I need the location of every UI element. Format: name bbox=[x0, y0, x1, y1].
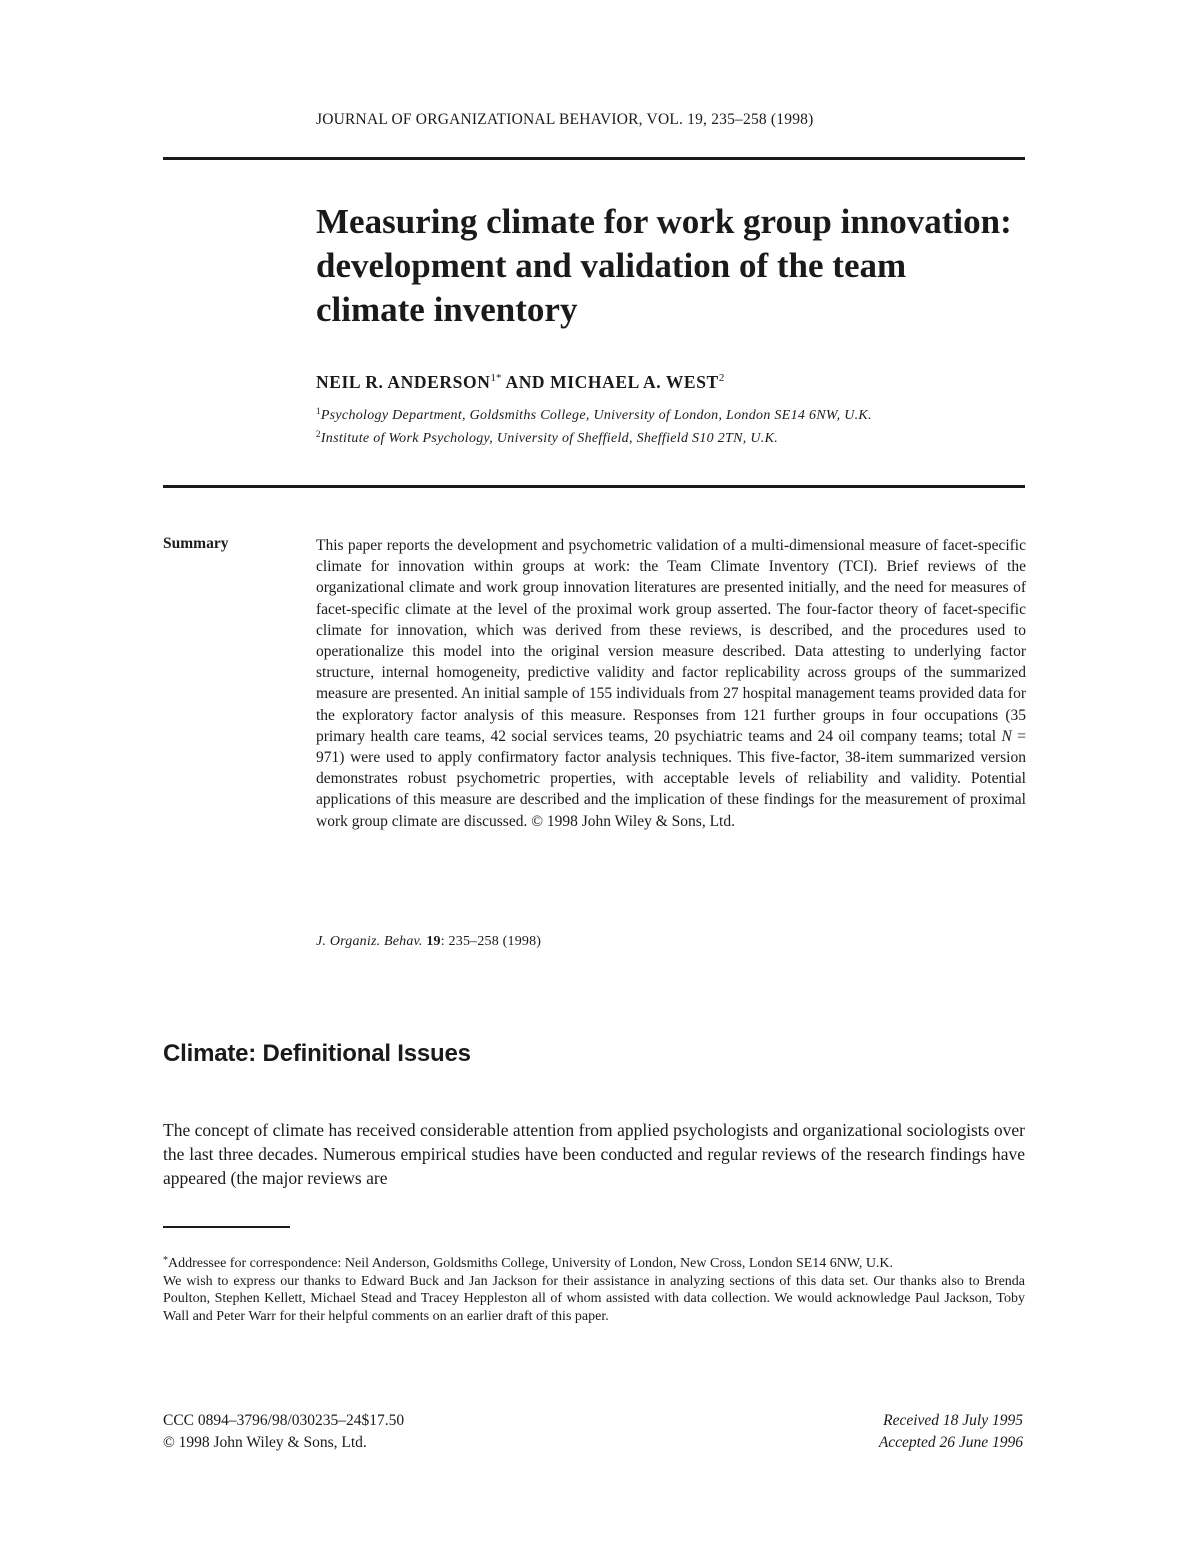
affiliations bbox=[316, 402, 872, 448]
affiliation-text: Psychology Department, Goldsmiths College, University of London, London SE14 6NW, U.K. bbox=[320, 408, 872, 423]
section-heading: Climate: Definitional Issues bbox=[163, 1040, 471, 1067]
summary-label: Summary bbox=[163, 535, 229, 552]
footnotes bbox=[163, 1252, 1025, 1325]
affiliation-mark: 1 bbox=[316, 406, 321, 416]
citation-volume: 19 bbox=[426, 934, 441, 949]
ccc-code: CCC 0894–3796/98/030235–24$17.50 bbox=[163, 1412, 405, 1429]
abstract-n-symbol: N bbox=[1001, 727, 1012, 745]
author-list bbox=[316, 372, 724, 393]
copyright: © 1998 John Wiley & Sons, Ltd. bbox=[163, 1434, 367, 1451]
section-rule bbox=[163, 485, 1025, 488]
publication-dates bbox=[879, 1410, 1023, 1454]
received-date: Received 18 July 1995 bbox=[883, 1412, 1023, 1429]
top-rule bbox=[163, 157, 1025, 160]
footnote-rule bbox=[163, 1226, 290, 1228]
author-connector: AND bbox=[505, 372, 546, 392]
author-name: MICHAEL A. WEST bbox=[550, 372, 719, 392]
journal-citation bbox=[316, 934, 541, 950]
title-line: Measuring climate for work group innovation: bbox=[316, 202, 1012, 241]
author-name: NEIL R. ANDERSON bbox=[316, 372, 491, 392]
abstract-text bbox=[316, 535, 1026, 832]
affiliation-text: Institute of Work Psychology, University of Sheffield, Sheffield S10 2TN, U.K. bbox=[320, 431, 779, 446]
publication-info bbox=[163, 1410, 404, 1454]
title-line: climate inventory bbox=[316, 290, 578, 329]
affiliation bbox=[316, 425, 872, 448]
title-line: development and validation of the team bbox=[316, 246, 907, 285]
citation-pages: : 235–258 (1998) bbox=[440, 934, 542, 949]
body-paragraph: The concept of climate has received considerable attention from applied psychologists and organizational sociologists over the last three decades. Numerous empirical studies have been conducted and regular reviews of the research findings have appeared (the major reviews are bbox=[163, 1120, 1025, 1189]
footnote-correspondence bbox=[163, 1252, 1025, 1273]
accepted-date: Accepted 26 June 1996 bbox=[878, 1434, 1023, 1451]
author-marks: 2 bbox=[718, 372, 725, 384]
footnote-text: Addressee for correspondence: Neil Anderson, Goldsmiths College, University of London, New Cross, London SE14 6NW, U.K. bbox=[168, 1256, 894, 1271]
journal-header: JOURNAL OF ORGANIZATIONAL BEHAVIOR, VOL. 19, 235–258 (1998) bbox=[316, 111, 814, 128]
author-marks: 1* bbox=[490, 372, 502, 384]
citation-journal: J. Organiz. Behav. bbox=[316, 934, 423, 949]
abstract-part: = 971) were used to apply confirmatory factor analysis techniques. This five-factor, 38-item summarized version demonstrates robust psychometric properties, with acceptable levels of reliability and validity. Potential applications of this measure are described and the implication of these findings for the measurement of proximal work group climate are discussed. © 1998 John Wiley & Sons, Ltd. bbox=[316, 727, 1026, 830]
footnote-mark: * bbox=[163, 1255, 168, 1266]
affiliation bbox=[316, 402, 872, 425]
abstract-part: This paper reports the development and psychometric validation of a multi-dimensional measure of facet-specific climate for innovation within groups at work: the Team Climate Inventory (TCI). Brief reviews of the organizational climate and work group innovation literatures are presented initially, and the need for measures of facet-specific climate at the level of the proximal work group asserted. The four-factor theory of facet-specific climate for innovation, which was derived from these reviews, is described, and the procedures used to operationalize this model into the original version measure described. Data attesting to underlying factor structure, internal homogeneity, predictive validity and factor replicability across groups of the summarized measure are presented. An initial sample of 155 individuals from 27 hospital management teams provided data for the exploratory factor analysis of this measure. Responses from 121 further groups in four occupations (35 primary health care teams, 42 social services teams, 20 psychiatric teams and 24 oil company teams; total bbox=[316, 537, 1026, 745]
footnote-acknowledgements: We wish to express our thanks to Edward Buck and Jan Jackson for their assistance in analyzing sections of this data set. Our thanks also to Brenda Poulton, Stephen Kellett, Michael Stead and Tracey Heppleston all of whom assisted with data collection. We would acknowledge Paul Jackson, Toby Wall and Peter Warr for their helpful comments on an earlier draft of this paper. bbox=[163, 1273, 1025, 1324]
article-title bbox=[316, 200, 1036, 332]
affiliation-mark: 2 bbox=[316, 429, 321, 439]
